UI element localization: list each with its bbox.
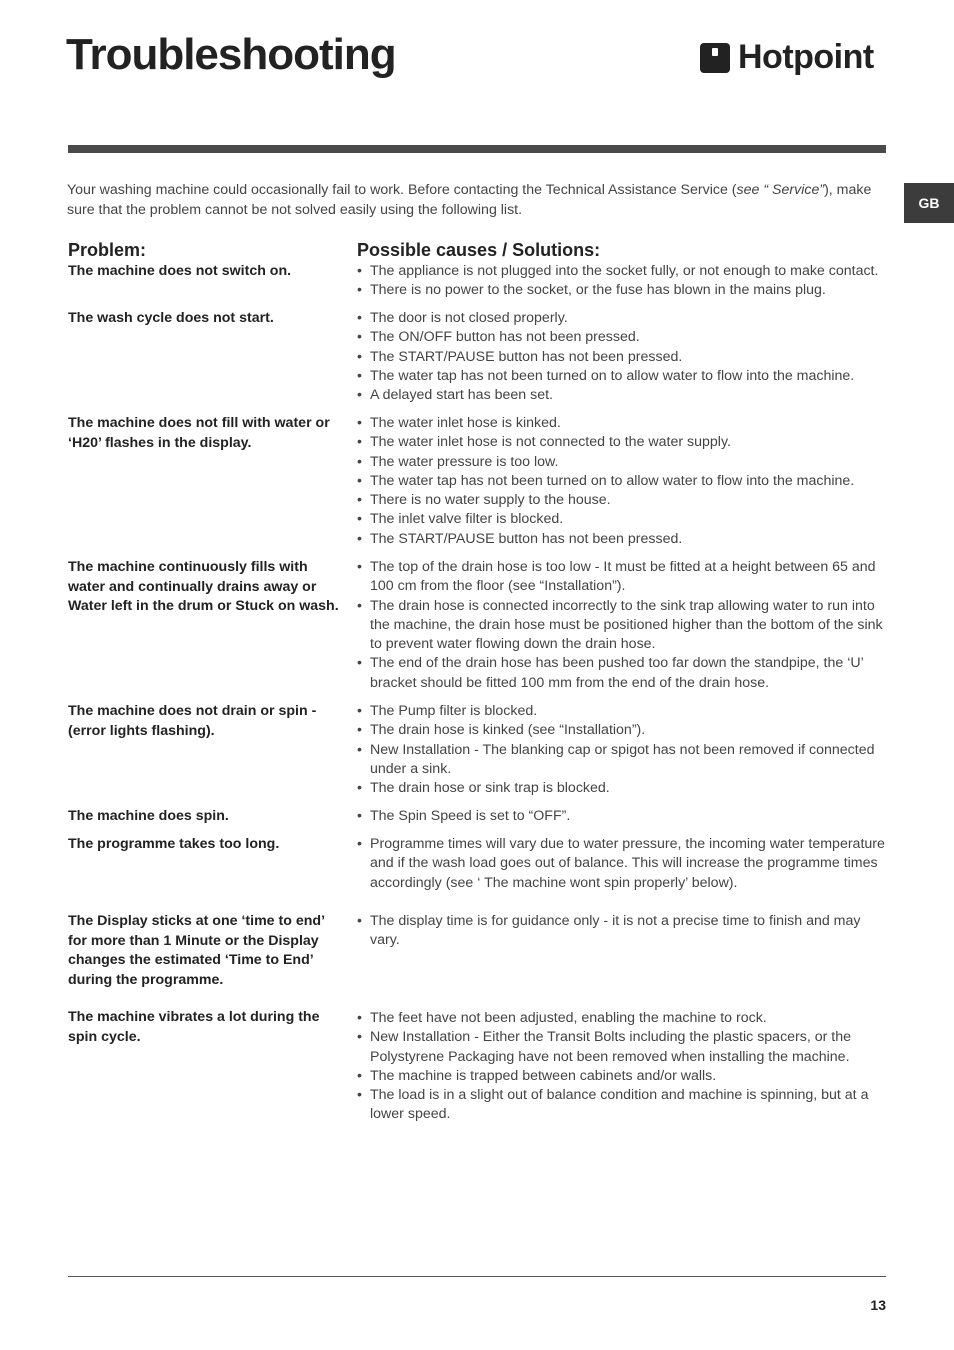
cause-item: • The drain hose is connected incorrectly to the sink trap allowing water to run into the machine, the drain hose must be positioned higher than the bottom of the sink to prevent water flowing down the drain hose. — [357, 597, 887, 655]
intro-paragraph — [67, 180, 897, 220]
language-tab: GB — [904, 183, 954, 223]
cause-item: • The water inlet hose is not connected to the water supply. — [357, 433, 887, 452]
brand-name: Hotpoint — [738, 38, 874, 76]
cause-item: • New Installation - The blanking cap or spigot has not been removed if connected under a sink. — [357, 741, 887, 780]
cause-item: • The inlet valve filter is blocked. — [357, 510, 887, 529]
intro-text-italic: see “ Service” — [736, 182, 825, 198]
cause-item: • A delayed start has been set. — [357, 386, 887, 405]
cause-item: • The START/PAUSE button has not been pressed. — [357, 530, 887, 549]
page-title: Troubleshooting — [66, 30, 396, 79]
cause-item: • The end of the drain hose has been pushed too far down the standpipe, the ‘U’ bracket should be fitted 100 mm from the end of the drain hose. — [357, 654, 887, 693]
intro-text-before: Your washing machine could occasionally fail to work. Before contacting the Technical Assistance Service ( — [67, 182, 737, 198]
problem-text: The wash cycle does not start. — [68, 310, 274, 326]
cause-item: • The water tap has not been turned on to allow water to flow into the machine. — [357, 472, 887, 491]
cause-item: • The display time is for guidance only - it is not a precise time to finish and may vary. — [357, 912, 887, 951]
footer-divider — [68, 1276, 886, 1277]
cause-item: • The START/PAUSE button has not been pressed. — [357, 348, 887, 367]
problem-text: The Display sticks at one ‘time to end’ for more than 1 Minute or the Display changes the estimated ‘Time to End’ during the programme. — [68, 913, 325, 988]
brand-logo — [700, 38, 874, 77]
header-divider — [68, 145, 886, 153]
cause-item: • The door is not closed properly. — [357, 309, 887, 328]
problem-text: The machine does not switch on. — [68, 263, 292, 279]
problem-text: The machine vibrates a lot during the spin cycle. — [68, 1009, 320, 1045]
cause-item: • New Installation - Either the Transit Bolts including the plastic spacers, or the Polystyrene Packaging have not been removed when installing the machine. — [357, 1028, 887, 1067]
causes-list — [357, 807, 887, 826]
problem-heading: Problem: — [68, 240, 147, 260]
causes-list — [357, 1009, 887, 1125]
cause-item: • The appliance is not plugged into the socket fully, or not enough to make contact. — [357, 262, 887, 281]
causes-list — [357, 835, 887, 893]
causes-list — [357, 262, 887, 301]
causes-list — [357, 558, 887, 693]
problem-text: The machine continuously fills with water and continually drains away or Water left in the drum or Stuck on wash. — [68, 559, 339, 614]
cause-item: • Programme times will vary due to water pressure, the incoming water temperature and if the wash load goes out of balance. This will increase the programme times accordingly (see ‘ The machine wont spin properly’ below). — [357, 835, 887, 893]
problem-text: The machine does not fill with water or ‘H20’ flashes in the display. — [68, 415, 330, 451]
hotpoint-logo-icon — [700, 43, 730, 73]
causes-list — [357, 309, 887, 405]
cause-item: • The water pressure is too low. — [357, 453, 887, 472]
cause-item: • The machine is trapped between cabinets and/or walls. — [357, 1067, 887, 1086]
cause-item: • There is no power to the socket, or the fuse has blown in the mains plug. — [357, 281, 887, 300]
cause-item: • The drain hose or sink trap is blocked. — [357, 779, 887, 798]
problem-text: The programme takes too long. — [68, 836, 280, 852]
page-number: 13 — [870, 1297, 886, 1313]
intro-text-after: ), make sure that the problem cannot be not solved easily using the following list. — [67, 182, 872, 218]
problem-text: The machine does spin. — [68, 808, 229, 824]
cause-item: • The Pump filter is blocked. — [357, 702, 887, 721]
cause-item: • The Spin Speed is set to “OFF”. — [357, 807, 887, 826]
cause-item: • The feet have not been adjusted, enabling the machine to rock. — [357, 1009, 887, 1028]
cause-item: • The drain hose is kinked (see “Installation”). — [357, 721, 887, 740]
cause-item: • The top of the drain hose is too low - It must be fitted at a height between 65 and 100 cm from the floor (see “Installation”). — [357, 558, 887, 597]
cause-item: • The load is in a slight out of balance condition and machine is spinning, but at a lower speed. — [357, 1086, 887, 1125]
causes-list — [357, 702, 887, 798]
cause-item: • The ON/OFF button has not been pressed. — [357, 328, 887, 347]
causes-list — [357, 414, 887, 549]
problem-text: The machine does not drain or spin - (error lights flashing). — [68, 703, 317, 739]
cause-item: • The water inlet hose is kinked. — [357, 414, 887, 433]
causes-heading: Possible causes / Solutions: — [357, 240, 601, 260]
cause-item: • There is no water supply to the house. — [357, 491, 887, 510]
causes-list — [357, 912, 887, 951]
cause-item: • The water tap has not been turned on to allow water to flow into the machine. — [357, 367, 887, 386]
